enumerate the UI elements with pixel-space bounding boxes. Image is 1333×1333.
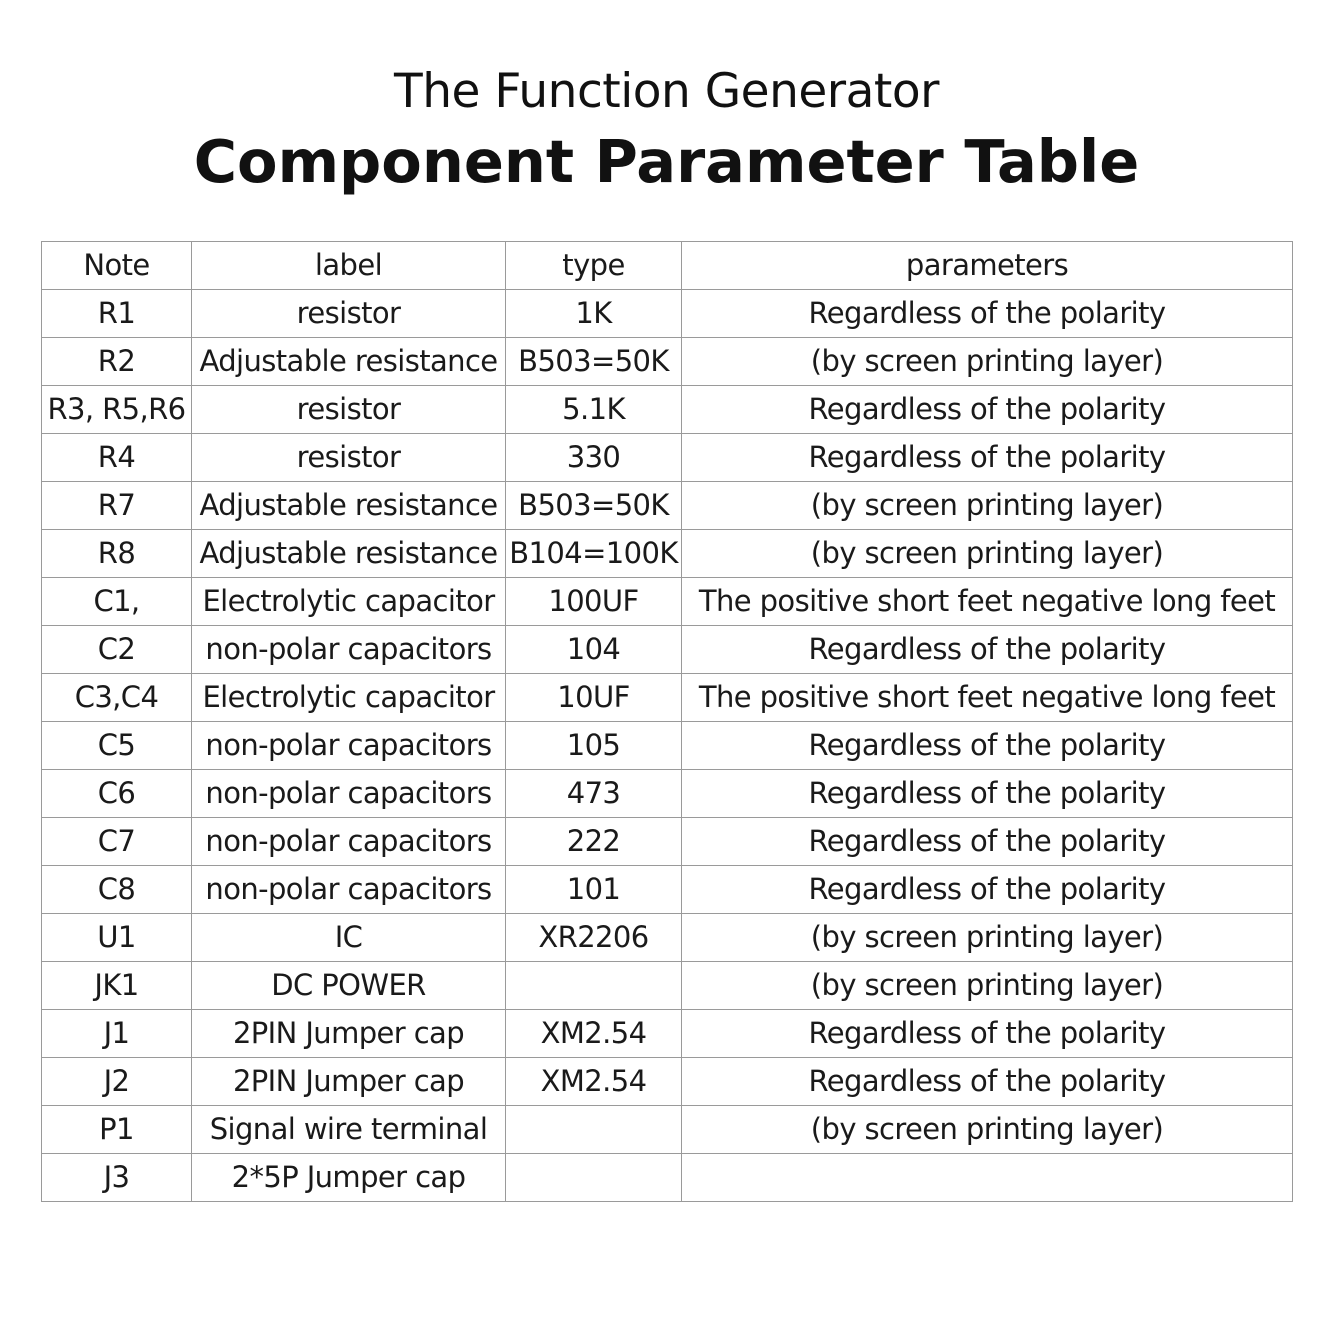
cell-label: 2PIN Jumper cap [192, 1058, 506, 1106]
cell-parameters: (by screen printing layer) [682, 482, 1293, 530]
cell-type: 473 [506, 770, 682, 818]
cell-note: C6 [42, 770, 192, 818]
cell-type: 105 [506, 722, 682, 770]
cell-parameters: Regardless of the polarity [682, 722, 1293, 770]
table-row [42, 290, 1293, 338]
cell-type: 10UF [506, 674, 682, 722]
cell-label: non-polar capacitors [192, 770, 506, 818]
cell-parameters: (by screen printing layer) [682, 962, 1293, 1010]
component-parameter-table [41, 241, 1293, 1202]
cell-note: U1 [42, 914, 192, 962]
cell-parameters: Regardless of the polarity [682, 626, 1293, 674]
cell-type [506, 1106, 682, 1154]
cell-type: XM2.54 [506, 1058, 682, 1106]
cell-label: resistor [192, 434, 506, 482]
table-row [42, 866, 1293, 914]
cell-parameters: Regardless of the polarity [682, 290, 1293, 338]
cell-note: R2 [42, 338, 192, 386]
cell-label: resistor [192, 290, 506, 338]
cell-type: B104=100K [506, 530, 682, 578]
cell-parameters [682, 1154, 1293, 1202]
cell-parameters: Regardless of the polarity [682, 1058, 1293, 1106]
cell-label: Electrolytic capacitor [192, 674, 506, 722]
table-row [42, 914, 1293, 962]
cell-note: R1 [42, 290, 192, 338]
table-row [42, 962, 1293, 1010]
cell-label: Adjustable resistance [192, 338, 506, 386]
table-row [42, 674, 1293, 722]
table-row [42, 386, 1293, 434]
table-row [42, 626, 1293, 674]
cell-type [506, 962, 682, 1010]
table-header-row [42, 242, 1293, 290]
cell-note: R3, R5,R6 [42, 386, 192, 434]
cell-parameters: Regardless of the polarity [682, 1010, 1293, 1058]
table-row [42, 482, 1293, 530]
cell-note: C2 [42, 626, 192, 674]
cell-note: C5 [42, 722, 192, 770]
cell-type [506, 1154, 682, 1202]
cell-label: Adjustable resistance [192, 530, 506, 578]
table-row [42, 1010, 1293, 1058]
cell-parameters: The positive short feet negative long feet [682, 674, 1293, 722]
cell-type: XM2.54 [506, 1010, 682, 1058]
cell-label: 2*5P Jumper cap [192, 1154, 506, 1202]
cell-label: non-polar capacitors [192, 866, 506, 914]
cell-label: Signal wire terminal [192, 1106, 506, 1154]
cell-label: non-polar capacitors [192, 818, 506, 866]
header-type: type [506, 242, 682, 290]
cell-note: R8 [42, 530, 192, 578]
table-row [42, 1154, 1293, 1202]
cell-label: 2PIN Jumper cap [192, 1010, 506, 1058]
cell-parameters: Regardless of the polarity [682, 386, 1293, 434]
cell-note: P1 [42, 1106, 192, 1154]
cell-parameters: (by screen printing layer) [682, 1106, 1293, 1154]
cell-note: R7 [42, 482, 192, 530]
cell-type: XR2206 [506, 914, 682, 962]
cell-parameters: Regardless of the polarity [682, 866, 1293, 914]
table-row [42, 578, 1293, 626]
cell-note: JK1 [42, 962, 192, 1010]
cell-label: non-polar capacitors [192, 722, 506, 770]
cell-note: C8 [42, 866, 192, 914]
cell-label: resistor [192, 386, 506, 434]
header-label: label [192, 242, 506, 290]
cell-parameters: The positive short feet negative long feet [682, 578, 1293, 626]
cell-parameters: Regardless of the polarity [682, 818, 1293, 866]
cell-type: 101 [506, 866, 682, 914]
cell-label: IC [192, 914, 506, 962]
header-note: Note [42, 242, 192, 290]
cell-type: 1K [506, 290, 682, 338]
cell-note: C3,C4 [42, 674, 192, 722]
title-line-1: The Function Generator [394, 64, 939, 119]
cell-label: Adjustable resistance [192, 482, 506, 530]
table-row [42, 1106, 1293, 1154]
cell-type: 100UF [506, 578, 682, 626]
header-parameters: parameters [682, 242, 1293, 290]
cell-type: B503=50K [506, 482, 682, 530]
cell-parameters: Regardless of the polarity [682, 770, 1293, 818]
cell-parameters: (by screen printing layer) [682, 338, 1293, 386]
cell-note: J2 [42, 1058, 192, 1106]
cell-note: J1 [42, 1010, 192, 1058]
cell-label: non-polar capacitors [192, 626, 506, 674]
cell-type: 5.1K [506, 386, 682, 434]
cell-type: 330 [506, 434, 682, 482]
cell-note: R4 [42, 434, 192, 482]
table-row [42, 338, 1293, 386]
table-row [42, 722, 1293, 770]
cell-label: Electrolytic capacitor [192, 578, 506, 626]
cell-type: 104 [506, 626, 682, 674]
cell-parameters: Regardless of the polarity [682, 434, 1293, 482]
cell-parameters: (by screen printing layer) [682, 530, 1293, 578]
table-row [42, 770, 1293, 818]
cell-note: C1, [42, 578, 192, 626]
title-line-2: Component Parameter Table [193, 127, 1140, 196]
cell-note: J3 [42, 1154, 192, 1202]
table-row [42, 530, 1293, 578]
table-row [42, 1058, 1293, 1106]
cell-parameters: (by screen printing layer) [682, 914, 1293, 962]
table-row [42, 818, 1293, 866]
cell-note: C7 [42, 818, 192, 866]
cell-label: DC POWER [192, 962, 506, 1010]
cell-type: 222 [506, 818, 682, 866]
table-row [42, 434, 1293, 482]
cell-type: B503=50K [506, 338, 682, 386]
